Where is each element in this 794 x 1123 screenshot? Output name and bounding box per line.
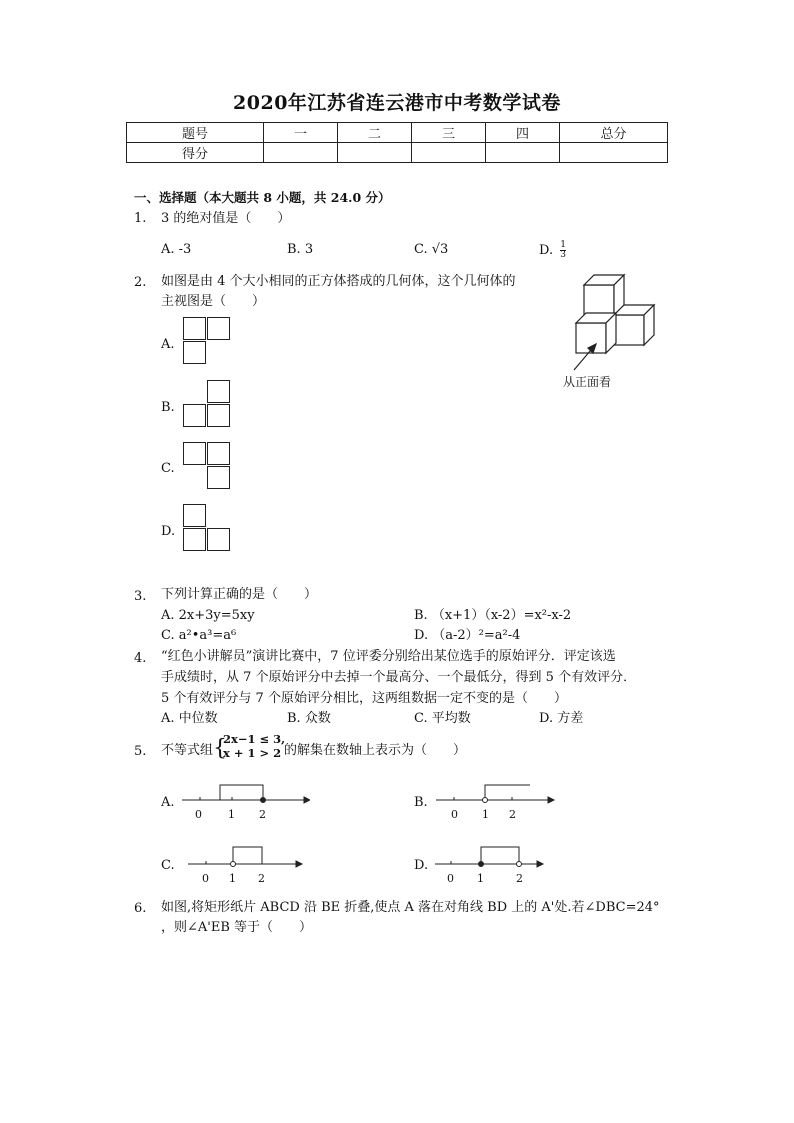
question-number: 4. <box>134 651 147 666</box>
option-a: A. 中位数 <box>161 711 218 726</box>
option-b: B. 3 <box>287 242 314 257</box>
tick-label: 1 <box>228 808 235 821</box>
page-title: 2020年江苏省连云港市中考数学试卷 <box>233 92 561 114</box>
tick-label: 0 <box>447 872 454 885</box>
tick-label: 2 <box>509 808 516 821</box>
option-c: C. <box>161 858 175 873</box>
question-text: 3 的绝对值是（ ） <box>161 211 291 226</box>
question-text: 的解集在数轴上表示为（ ） <box>284 743 467 758</box>
table-cell: 三 <box>412 123 486 143</box>
fraction-denominator: 3 <box>560 250 566 260</box>
score-table <box>126 122 668 163</box>
table-cell <box>486 143 560 163</box>
table-cell: 一 <box>264 123 338 143</box>
cube-figure <box>566 270 666 380</box>
option-d: D. <box>161 524 176 539</box>
figure-caption: 从正面看 <box>563 375 612 389</box>
option-c: C. <box>161 461 175 476</box>
fraction-numerator: 1 <box>560 240 566 250</box>
tick-label: 2 <box>259 808 266 821</box>
question-number: 5. <box>134 744 147 759</box>
question-text: “红色小讲解员”演讲比赛中，7 位评委分别给出某位选手的原始评分．评定该选 <box>161 649 616 664</box>
table-row <box>127 143 668 163</box>
option-c: C. a²•a³=a⁶ <box>161 628 237 643</box>
number-line-d <box>433 844 545 868</box>
table-cell <box>338 143 412 163</box>
option-d: D. <box>414 858 429 873</box>
option-d: D. 方差 <box>539 711 584 726</box>
question-text: 手成绩时，从 7 个原始评分中去掉一个最高分、一个最低分，得到 5 个有效评分． <box>161 670 637 685</box>
question-number: 6. <box>134 901 147 916</box>
tick-label: 1 <box>477 872 484 885</box>
question-text: 主视图是（ ） <box>161 294 266 309</box>
option-a: A. -3 <box>161 242 192 257</box>
option-b: B. <box>161 400 175 415</box>
inequality-2: x + 1 > 2 <box>223 746 282 760</box>
number-line-a <box>180 782 310 806</box>
table-cell: 得分 <box>127 143 264 163</box>
tick-label: 1 <box>482 808 489 821</box>
table-cell <box>264 143 338 163</box>
question-text: 如图是由 4 个大小相同的正方体搭成的几何体，这个几何体的 <box>161 274 516 289</box>
table-cell: 二 <box>338 123 412 143</box>
question-number: 2. <box>134 275 147 290</box>
section-heading: 一、选择题（本大题共 8 小题，共 24.0 分） <box>134 190 391 205</box>
tick-label: 0 <box>451 808 458 821</box>
table-cell <box>560 143 668 163</box>
option-c: C. 平均数 <box>414 711 471 726</box>
number-line-c <box>186 844 304 868</box>
option-d <box>539 241 566 260</box>
inequality-1: 2x−1 ≤ 3, <box>223 732 286 746</box>
option-a: A. <box>161 795 175 810</box>
question-number: 3. <box>134 589 147 604</box>
table-cell: 题号 <box>127 123 264 143</box>
option-b: B. 众数 <box>287 711 331 726</box>
table-cell: 四 <box>486 123 560 143</box>
option-d-label: D. <box>539 243 554 258</box>
question-text: 5 个有效评分与 7 个原始评分相比，这两组数据一定不变的是（ ） <box>161 691 567 706</box>
tick-label: 1 <box>229 872 236 885</box>
tick-label: 2 <box>258 872 265 885</box>
option-c: C. √3 <box>414 242 449 257</box>
tick-label: 0 <box>202 872 209 885</box>
option-d: D. （a-2）²=a²-4 <box>414 628 521 643</box>
question-text: 如图,将矩形纸片 ABCD 沿 BE 折叠,使点 A 落在对角线 BD 上的 A'处.若∠DBC=24° <box>161 900 660 915</box>
option-b: B. <box>414 795 428 810</box>
option-b: B. （x+1）（x-2）=x²-x-2 <box>414 608 572 623</box>
brace: { <box>213 736 227 761</box>
question-prefix: 不等式组 <box>161 743 214 758</box>
table-cell <box>412 143 486 163</box>
question-number: 1. <box>134 211 147 226</box>
table-cell: 总分 <box>560 123 668 143</box>
option-a: A. <box>161 337 175 352</box>
option-a: A. 2x+3y=5xy <box>161 608 255 623</box>
question-text: 下列计算正确的是（ ） <box>161 587 318 602</box>
number-line-b <box>434 782 556 806</box>
table-row <box>127 123 668 143</box>
tick-label: 0 <box>195 808 202 821</box>
question-text: ，则∠A'EB 等于（ ） <box>161 920 313 935</box>
tick-label: 2 <box>516 872 523 885</box>
